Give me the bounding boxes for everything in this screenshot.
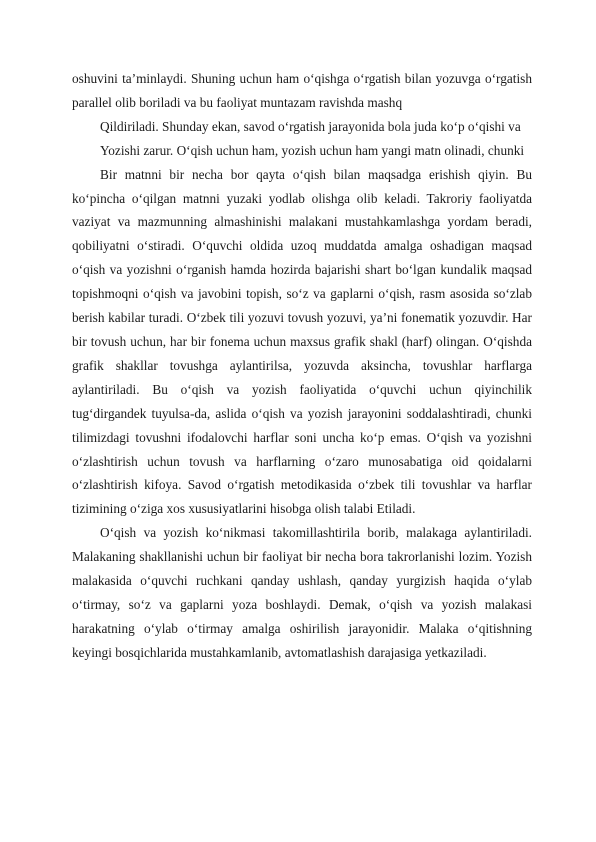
paragraph-2: Qildiriladi. Shunday ekan, savod o‘rgatish jarayonida bola juda ko‘p o‘qishi va <box>100 118 521 134</box>
paragraph-4: Bir matnni bir necha bor qayta o‘qish bilan maqsadga erishish qiyin. Bu ko‘pincha o‘qilgan matnni yuzaki yodlab olishga olib keladi. Takroriy faoliyatda vaziyat va mazmunning almashinishi malakani mustahkamlashga yordam beradi, qobiliyatni o‘stiradi. O‘quvchi oldida uzoq muddatda amalga oshadigan maqsad o‘qish va yozishni o‘rganish hamda hozirda bajarishi shart bo‘lgan kundalik maqsad topishmoqni o‘qish va javobini topish, so‘z va gaplarni o‘qish, rasm asosida so‘zlab berish kabilar turadi. O‘zbek tili yozuvi tovush yozuvi, ya’ni fonematik yozuvdir. Har bir tovush uchun, har bir fonema uchun maxsus grafik shakl (harf) olingan. O‘qishda grafik shakllar tovushga aylantirilsa, yozuvda aksincha, tovushlar harflarga aylantiriladi. Bu o‘qish va yozish faoliyatida o‘quvchi uchun qiyinchilik tug‘dirgandek tuyulsa-da, aslida o‘qish va yozish jarayonini soddalashtiradi, chunki tilimizdagi tovushni ifodalovchi harflar soni uncha ko‘p emas. O‘qish va yozishni o‘zlashtirish uchun tovush va harflarning o‘zaro munosabatiga oid qoidalarni o‘zlashtirish kifoya. Savod o‘rgatish metodikasida o‘zbek tili tovushlar va harflar tizimining o‘ziga xos xususiyatlarini hisobga olish talabi Etiladi. <box>72 166 532 517</box>
document-page <box>72 67 532 665</box>
paragraph-3: Yozishi zarur. O‘qish uchun ham, yozish uchun ham yangi matn olinadi, chunki <box>100 142 525 158</box>
paragraph-1: oshuvini ta’minlaydi. Shuning uchun ham o‘qishga o‘rgatish bilan yozuvga o‘rgatish parallel olib boriladi va bu faoliyat muntazam ravishda mashq <box>72 71 532 110</box>
paragraph-5: O‘qish va yozish ko‘nikmasi takomillashtirila borib, malakaga aylantiriladi. Malakaning shakllanishi uchun bir faoliyat bir necha bora takrorlanishi lozim. Yozish malakasida o‘quvchi ruchkani qanday ushlash, qanday yurgizish haqida o‘ylab o‘tirmay, so‘z va gaplarni yoza boshlaydi. Demak, o‘qish va yozish malakasi harakatning o‘ylab o‘tirmay amalga oshirilish jarayonidir. Malaka o‘qitishning keyingi bosqichlarida mustahkamlanib, avtomatlashish darajasiga yetkaziladi. <box>72 525 532 660</box>
